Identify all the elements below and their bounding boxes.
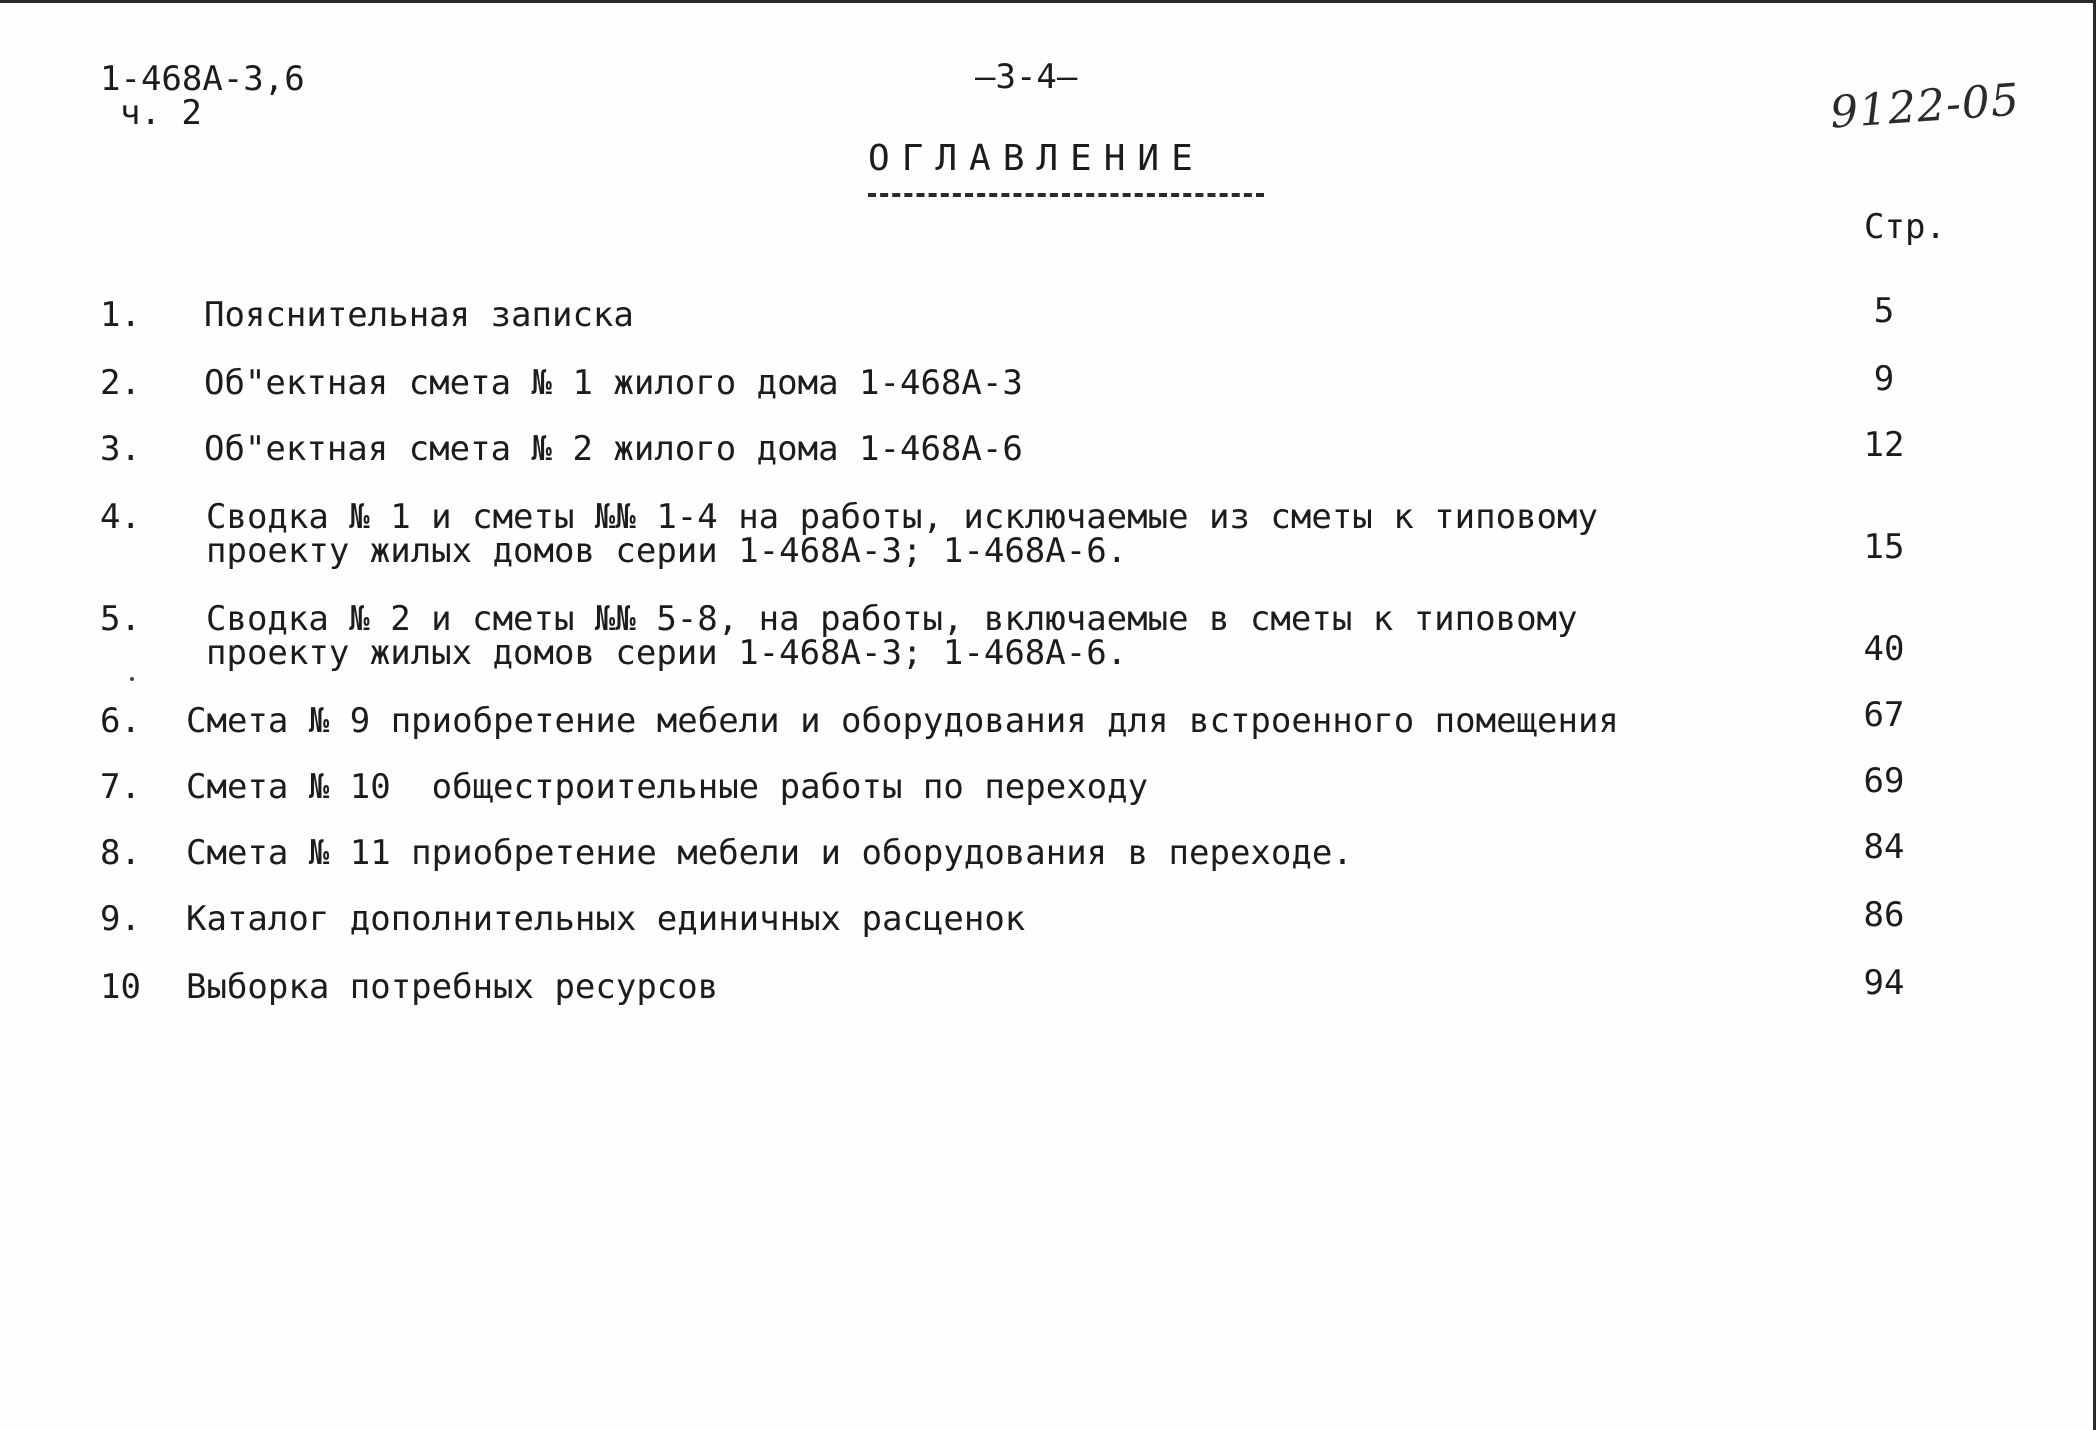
toc-entry-number: 9. [100,899,141,939]
title-underline [868,193,1264,197]
toc-entry-text: Сводка № 2 и сметы №№ 5-8, на работы, включаемые в сметы к типовому [206,599,1578,639]
toc-entry-text: Об"ектная смета № 2 жилого дома 1-468А-6 [204,429,1023,469]
toc-entry-page: 12 [1863,425,1905,465]
toc-entry-number: 5. [100,599,141,639]
toc-entry-number: 3. [100,429,141,469]
toc-entry-page: 15 [1863,527,1905,567]
toc-entry-text: Смета № 9 приобретение мебели и оборудования для встроенного помещения [186,701,1619,741]
toc-entry-text-continuation: проекту жилых домов серии 1-468А-3; 1-468А-6. [206,633,1128,673]
toc-entry-text: Об"ектная смета № 1 жилого дома 1-468А-3 [204,363,1023,403]
scan-speck [130,677,134,681]
toc-entry-text: Выборка потребных ресурсов [186,967,719,1007]
toc-entry-text: Каталог дополнительных единичных расценок [186,899,1026,939]
toc-entry-page: 84 [1863,827,1905,867]
toc-entry-text: Смета № 11 приобретение мебели и оборудования в переходе. [186,833,1353,873]
handwritten-number: 9122-05 [1828,74,2022,139]
toc-entry-number: 7. [100,767,141,807]
document-code: 1-468А-3,6 [100,59,305,99]
document-part: ч. 2 [120,93,202,133]
toc-entry-number: 2. [100,363,141,403]
toc-entry-text: Пояснительная записка [204,295,634,335]
toc-entry-page: 9 [1873,359,1895,399]
page-column-header: Стр. [1864,207,1946,247]
toc-entry-text: Смета № 10 общестроительные работы по переходу [186,767,1149,807]
toc-entry-number: 1. [100,295,141,335]
page-title: ОГЛАВЛЕНИЕ [868,138,1205,179]
toc-entry-text: Сводка № 1 и сметы №№ 1-4 на работы, исключаемые из сметы к типовому [206,497,1598,537]
toc-entry-page: 94 [1863,963,1905,1003]
toc-entry-page: 40 [1863,629,1905,669]
toc-entry-number: 6. [100,701,141,741]
toc-entry-page: 86 [1863,895,1905,935]
toc-entry-number: 8. [100,833,141,873]
toc-entry-number: 10 [100,967,141,1007]
toc-entry-number: 4. [100,497,141,537]
toc-entry-page: 5 [1873,291,1895,331]
toc-entry-page: 67 [1863,695,1905,735]
toc-entry-text-continuation: проекту жилых домов серии 1-468А-3; 1-468А-6. [206,531,1128,571]
toc-entry-page: 69 [1863,761,1905,801]
page-number: —3-4— [975,57,1078,97]
